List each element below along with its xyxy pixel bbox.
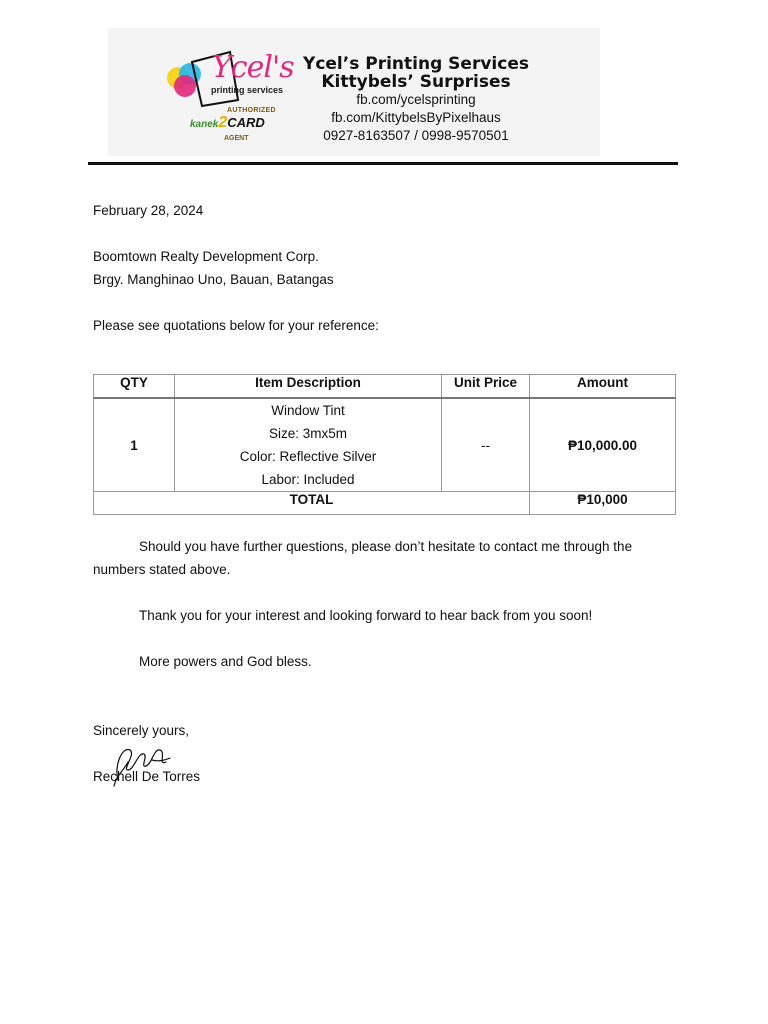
- closing-text: Sincerely yours,: [93, 723, 190, 738]
- letterhead-divider: [88, 162, 678, 165]
- paragraph-1-line-2: numbers stated above.: [93, 562, 231, 577]
- quotation-table: [93, 374, 676, 515]
- header-unit-price: Unit Price: [442, 375, 530, 399]
- cell-description: [175, 398, 442, 492]
- header-qty: QTY: [94, 375, 175, 399]
- business-name-2: Kittybels’ Surprises: [321, 72, 511, 92]
- description-line: Color: Reflective Silver: [239, 449, 377, 464]
- phone-numbers: 0927-8163507 / 0998-9570501: [323, 128, 509, 143]
- paragraph-3: More powers and God bless.: [139, 654, 312, 669]
- facebook-link-2: fb.com/KittybelsByPixelhaus: [331, 110, 501, 125]
- brand-logo-subtext: printing services: [211, 85, 284, 95]
- paragraph-2: Thank you for your interest and looking forward to hear back from you soon!: [139, 608, 593, 623]
- header-item-description: Item Description: [175, 375, 442, 399]
- loadcard-part-3: CARD: [227, 115, 265, 130]
- recipient-address: Brgy. Manghinao Uno, Bauan, Batangas: [93, 272, 334, 287]
- description-line: Window Tint: [271, 403, 345, 418]
- cell-unit-price: --: [442, 398, 530, 492]
- authorized-label: AUTHORIZED: [227, 107, 276, 114]
- recipient-name: Boomtown Realty Development Corp.: [93, 249, 319, 264]
- brand-logo-text: Ycel's: [212, 50, 294, 85]
- agent-label: AGENT: [224, 135, 249, 142]
- total-label: TOTAL: [94, 492, 530, 515]
- letter-date: February 28, 2024: [93, 203, 204, 218]
- business-name-1: Ycel’s Printing Services: [303, 54, 529, 74]
- signatory-name: Rechell De Torres: [93, 769, 201, 784]
- table-row: [94, 398, 676, 492]
- cell-amount: ₱10,000.00: [530, 398, 676, 492]
- cell-qty: 1: [94, 398, 175, 492]
- description-line: Labor: Included: [261, 472, 355, 487]
- description-line: Size: 3mx5m: [268, 426, 348, 441]
- table-header-row: [94, 375, 676, 399]
- letterhead-contact-block: [300, 55, 532, 145]
- loadcard-logo: [190, 114, 265, 132]
- table-total-row: [94, 492, 676, 515]
- intro-text: Please see quotations below for your reference:: [93, 318, 379, 333]
- header-amount: Amount: [530, 375, 676, 399]
- total-amount: ₱10,000: [530, 492, 676, 515]
- paragraph-1-line-1: Should you have further questions, please don’t hesitate to contact me through the: [139, 539, 633, 554]
- loadcard-part-2: 2: [218, 114, 228, 131]
- facebook-link-1: fb.com/ycelsprinting: [356, 92, 476, 107]
- loadcard-part-1: kanek: [190, 119, 219, 130]
